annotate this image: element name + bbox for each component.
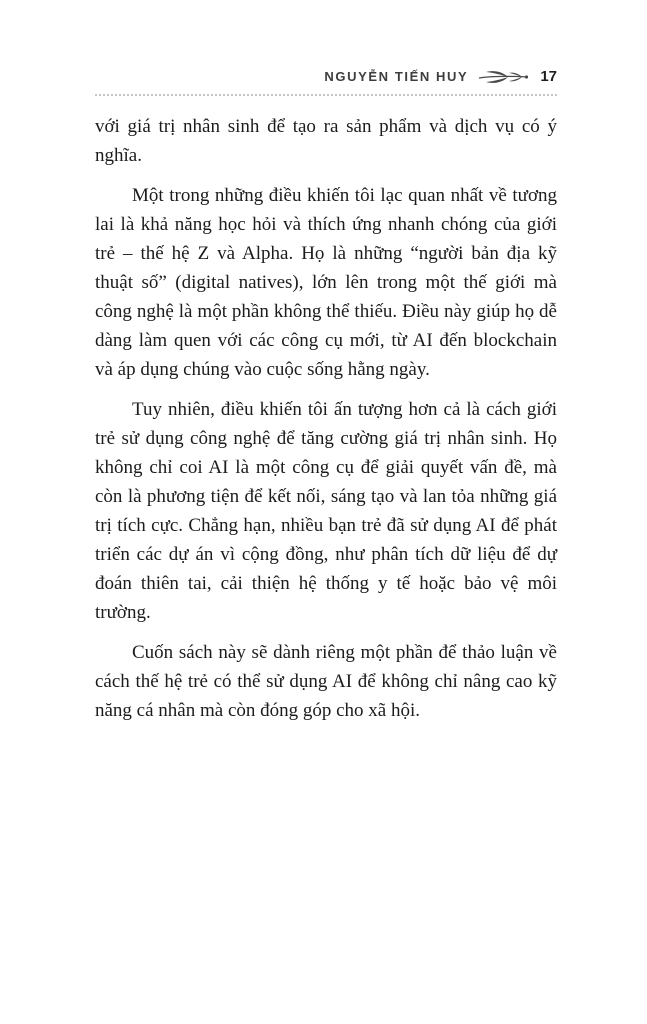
page-number: 17 <box>540 68 557 85</box>
book-paragraph: Cuốn sách này sẽ dành riêng một phần để thảo luận về cách thế hệ trẻ có thể sử dụng AI để không chỉ nâng cao kỹ năng cá nhân mà còn đóng góp cho xã hội. <box>95 642 557 721</box>
header-dotted-rule <box>95 94 557 96</box>
page-header <box>95 68 557 85</box>
book-paragraph: Một trong những điều khiến tôi lạc quan nhất về tương lai là khả năng học hỏi và thích ứng nhanh chóng của giới trẻ – thế hệ Z và Alpha. Họ là những “người bản địa kỹ thuật số” (digital natives), lớn lên trong một thế giới mà công nghệ là một phần không thể thiếu. Điều này giúp họ dễ dàng làm quen với các công cụ mới, từ AI đến blockchain và áp dụng chúng vào cuộc sống hằng ngày. <box>95 185 557 380</box>
flourish-ornament-icon <box>478 69 530 85</box>
book-paragraph: với giá trị nhân sinh để tạo ra sản phẩm và dịch vụ có ý nghĩa. <box>95 116 557 166</box>
author-name: NGUYỄN TIẾN HUY <box>324 69 469 84</box>
book-paragraph: Tuy nhiên, điều khiến tôi ấn tượng hơn cả là cách giới trẻ sử dụng công nghệ để tăng cường giá trị nhân sinh. Họ không chỉ coi AI là một công cụ để giải quyết vấn đề, mà còn là phương tiện để kết nối, sáng tạo và lan tỏa những giá trị tích cực. Chẳng hạn, nhiều bạn trẻ đã sử dụng AI để phát triển các dự án vì cộng đồng, như phân tích dữ liệu để dự đoán thiên tai, cải thiện hệ thống y tế hoặc bảo vệ môi trường. <box>95 399 557 623</box>
page-body-text <box>95 112 557 725</box>
